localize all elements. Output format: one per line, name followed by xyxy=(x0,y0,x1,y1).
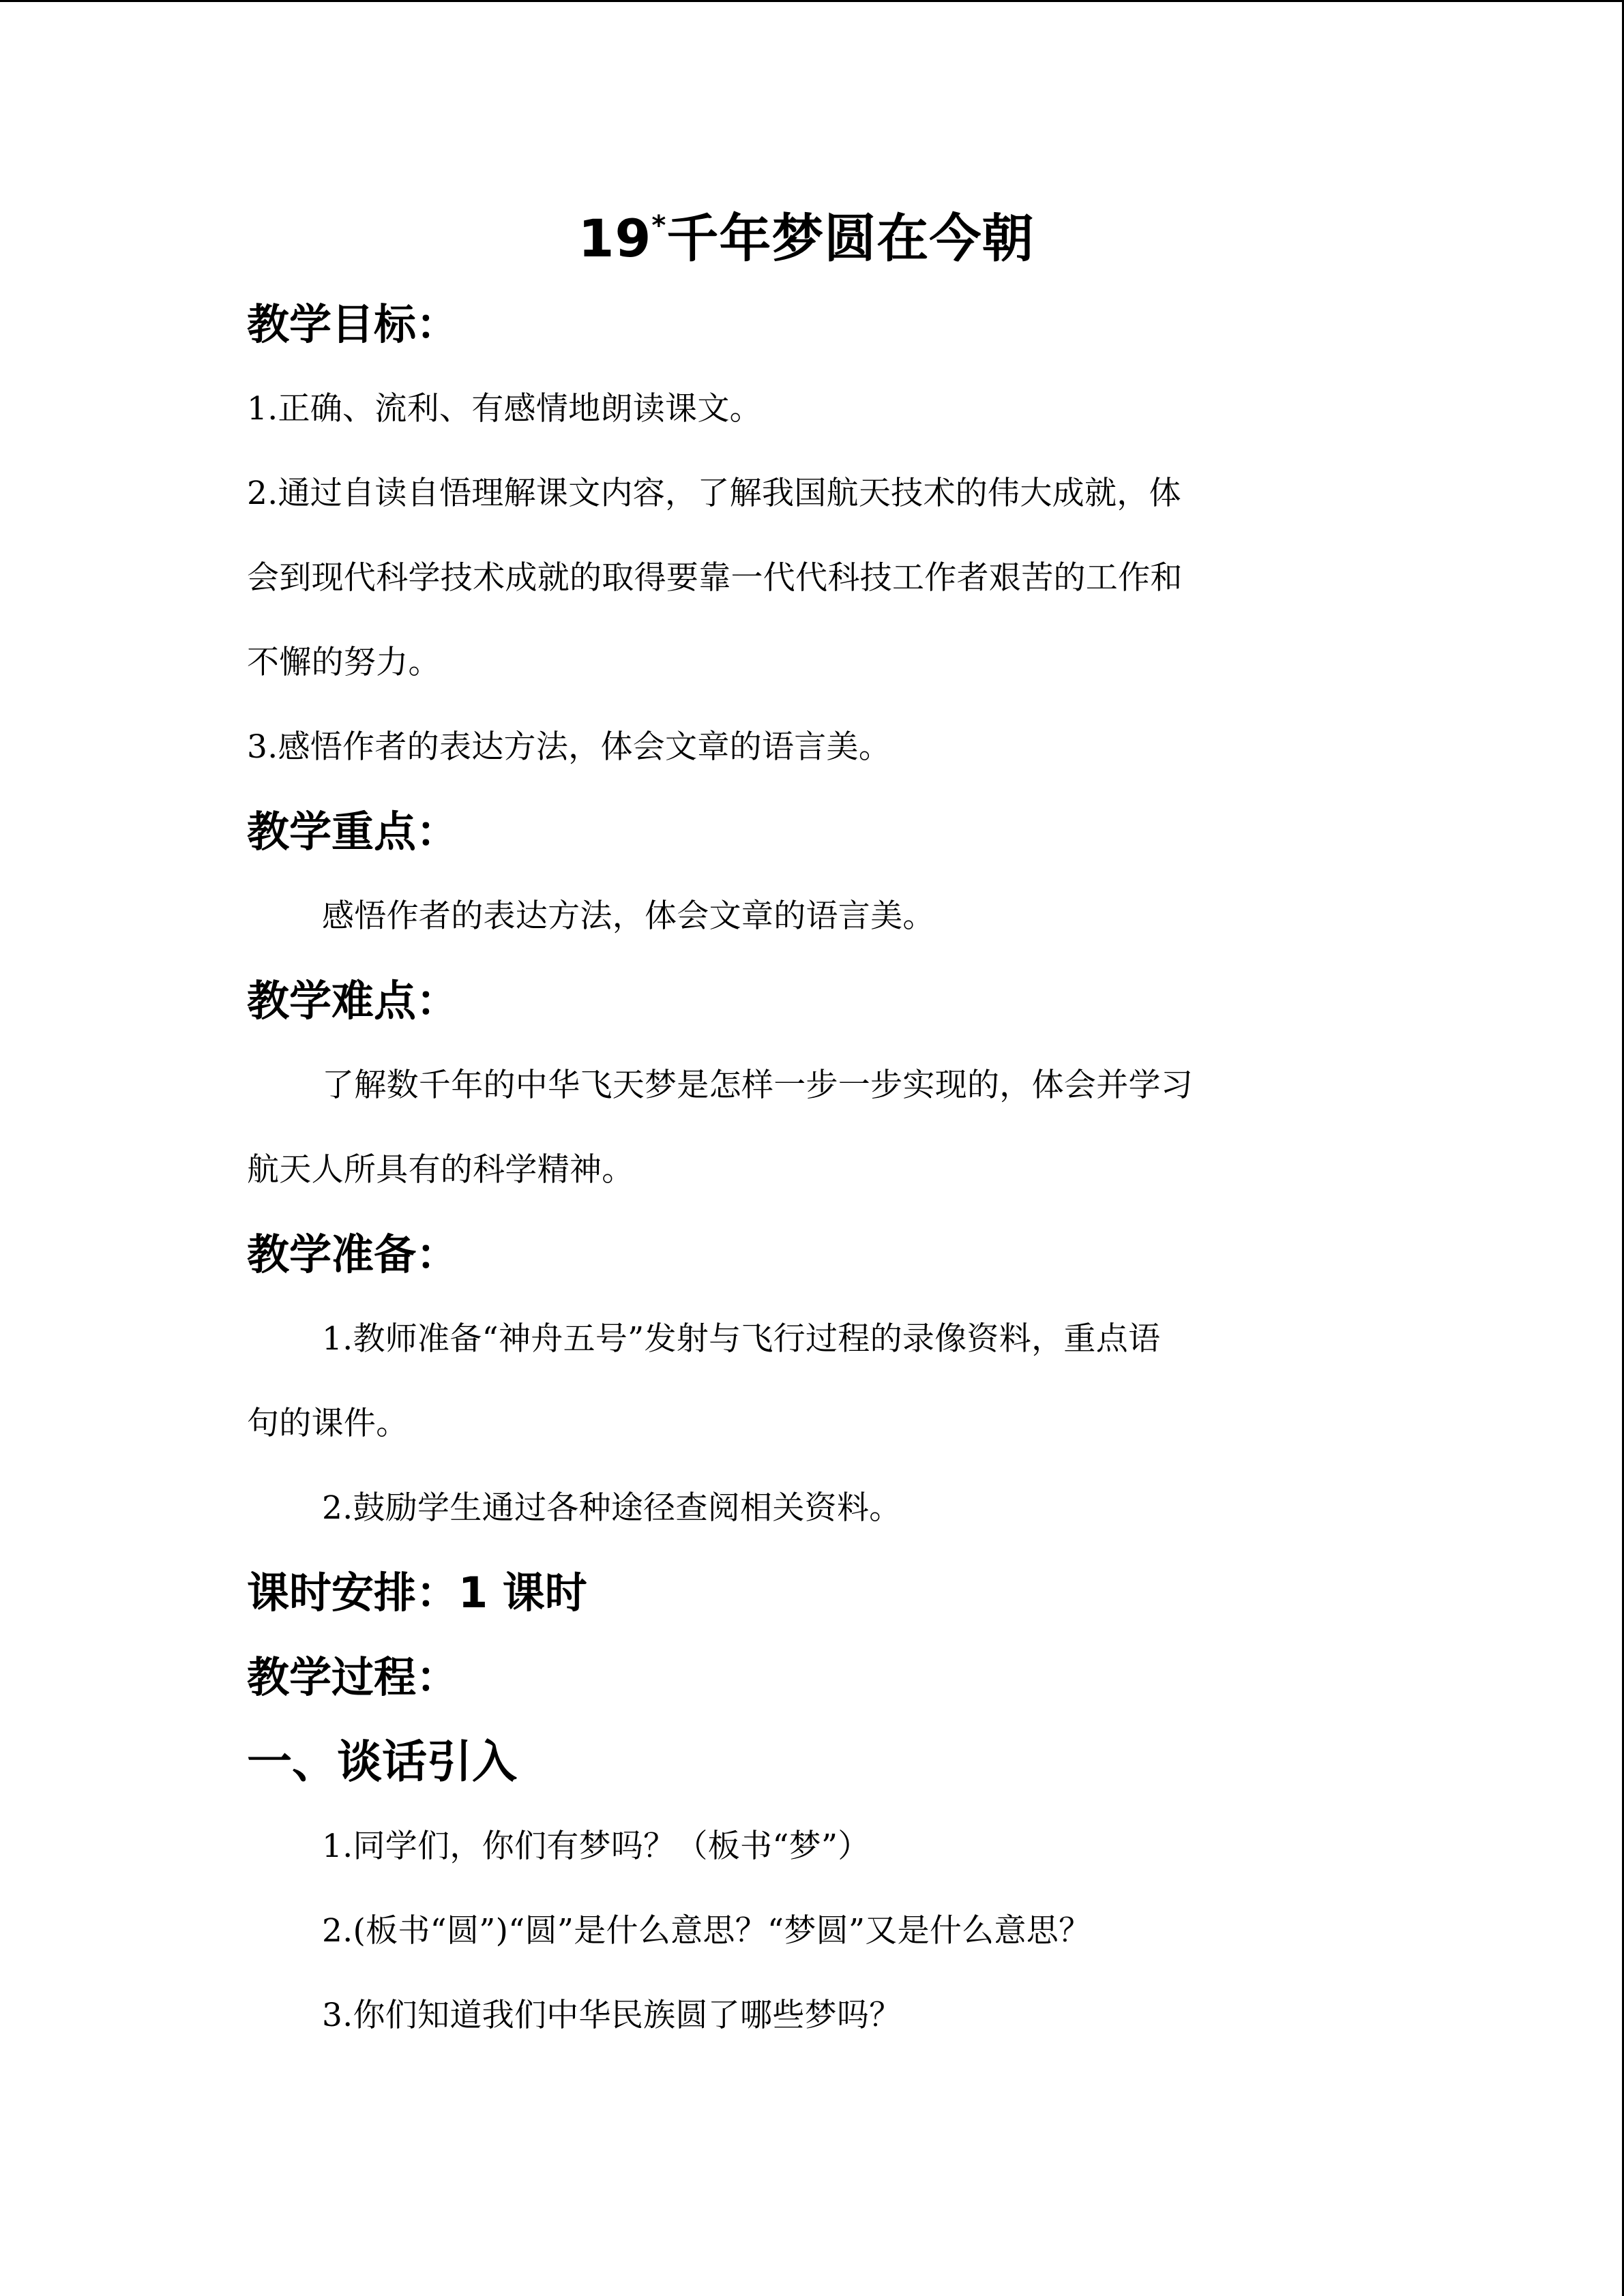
difficulties-heading: 教学难点： xyxy=(247,976,459,1026)
preparation-heading: 教学准备： xyxy=(247,1229,459,1279)
key-points-heading: 教学重点： xyxy=(247,807,459,856)
title-number: 19 xyxy=(578,208,652,269)
section-one-heading: 一、谈话引入 xyxy=(247,1735,517,1788)
section-one-item: 3.你们知道我们中华民族圆了哪些梦吗？ xyxy=(322,1997,902,2034)
objectives-heading: 教学目标： xyxy=(247,299,459,349)
process-heading: 教学过程： xyxy=(247,1652,459,1702)
document-content xyxy=(247,198,1365,2058)
key-points-text: 感悟作者的表达方法，体会文章的语言美。 xyxy=(322,897,935,935)
difficulties-line: 了解数千年的中华飞天梦是怎样一步一步实现的，体会并学习 xyxy=(322,1067,1194,1104)
title-text: 千年梦圆在今朝 xyxy=(666,208,1035,269)
section-one-item: 1.同学们，你们有梦吗？（板书“梦”） xyxy=(322,1828,870,1865)
preparation-line: 1.教师准备“神舟五号”发射与飞行过程的录像资料，重点语 xyxy=(322,1320,1161,1358)
title-mark: * xyxy=(651,210,667,241)
objective-line: 3.感悟作者的表达方法，体会文章的语言美。 xyxy=(247,728,891,766)
section-one-item: 2.(板书“圆”)“圆”是什么意思？“梦圆”又是什么意思？ xyxy=(322,1912,1091,1950)
difficulties-line: 航天人所具有的科学精神。 xyxy=(247,1151,634,1189)
objective-line: 不懈的努力。 xyxy=(247,644,441,681)
page-border-top xyxy=(0,0,1624,2)
lesson-title xyxy=(247,198,1365,280)
objective-line: 会到现代科学技术成就的取得要靠一代代科技工作者艰苦的工作和 xyxy=(247,559,1183,597)
preparation-line: 2.鼓励学生通过各种途径查阅相关资料。 xyxy=(322,1489,902,1527)
objective-line: 1.正确、流利、有感情地朗读课文。 xyxy=(247,390,762,428)
objective-line: 2.通过自读自悟理解课文内容，了解我国航天技术的伟大成就，体 xyxy=(247,475,1181,512)
schedule-heading: 课时安排：1 课时 xyxy=(247,1568,587,1617)
preparation-line: 句的课件。 xyxy=(247,1405,409,1442)
